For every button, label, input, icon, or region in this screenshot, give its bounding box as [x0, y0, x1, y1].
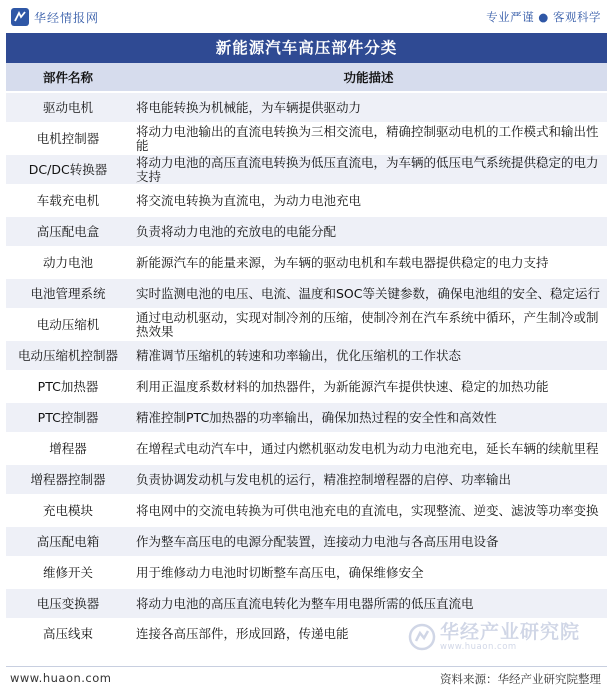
component-name: PTC控制器 — [6, 402, 130, 433]
component-name: 电动压缩机 — [6, 309, 130, 340]
table-row — [6, 278, 607, 309]
page-title: 新能源汽车高压部件分类 — [6, 33, 607, 63]
component-description: 负责协调发动机与发电机的运行，精准控制增程器的启停、功率输出 — [130, 464, 607, 495]
table-row — [6, 92, 607, 123]
component-name: DC/DC转换器 — [6, 154, 130, 185]
component-description: 将动力电池的高压直流电转化为整车用电器所需的低压直流电 — [130, 588, 607, 619]
component-name: 电动压缩机控制器 — [6, 340, 130, 371]
footer-source: 资料来源：华经产业研究院整理 — [440, 672, 601, 686]
component-name: 高压配电箱 — [6, 526, 130, 557]
component-description: 精准控制PTC加热器的功率输出，确保加热过程的安全性和高效性 — [130, 402, 607, 433]
table-row — [6, 495, 607, 526]
components-table — [6, 63, 607, 650]
table-row — [6, 402, 607, 433]
table-row — [6, 371, 607, 402]
table-row — [6, 433, 607, 464]
table-row — [6, 340, 607, 371]
table-row — [6, 123, 607, 154]
footer-site: www.huaon.com — [10, 671, 112, 685]
component-description: 通过电动机驱动，实现对制冷剂的压缩，使制冷剂在汽车系统中循环，产生制冷或制热效果 — [130, 309, 607, 340]
watermark-cn: 华经产业研究院 — [440, 621, 581, 643]
component-name: 充电模块 — [6, 495, 130, 526]
brand-name: 华经情报网 — [34, 10, 100, 25]
component-description: 将交流电转换为直流电，为动力电池充电 — [130, 185, 607, 216]
table-row — [6, 154, 607, 185]
component-description: 精准调节压缩机的转速和功率输出，优化压缩机的工作状态 — [130, 340, 607, 371]
component-name: 车载充电机 — [6, 185, 130, 216]
table-row — [6, 526, 607, 557]
table-row — [6, 247, 607, 278]
table-row — [6, 309, 607, 340]
component-name: 驱动电机 — [6, 92, 130, 123]
component-description: 利用正温度系数材料的加热器件，为新能源汽车提供快速、稳定的加热功能 — [130, 371, 607, 402]
component-description: 将动力电池输出的直流电转换为三相交流电，精确控制驱动电机的工作模式和输出性能 — [130, 123, 607, 154]
table-row — [6, 216, 607, 247]
component-name: 增程器控制器 — [6, 464, 130, 495]
component-description: 新能源汽车的能量来源，为车辆的驱动电机和车载电器提供稳定的电力支持 — [130, 247, 607, 278]
component-name: 电池管理系统 — [6, 278, 130, 309]
component-name: 动力电池 — [6, 247, 130, 278]
component-description: 用于维修动力电池时切断整车高压电，确保维修安全 — [130, 557, 607, 588]
component-name: 高压线束 — [6, 619, 130, 649]
component-name: PTC加热器 — [6, 371, 130, 402]
component-name: 高压配电盒 — [6, 216, 130, 247]
component-description: 负责将动力电池的充放电的电能分配 — [130, 216, 607, 247]
component-name: 电压变换器 — [6, 588, 130, 619]
column-header-name: 部件名称 — [6, 63, 130, 92]
table-row — [6, 588, 607, 619]
component-name: 维修开关 — [6, 557, 130, 588]
watermark-en: www.huaon.com — [440, 642, 517, 652]
table-row — [6, 185, 607, 216]
component-description: 连接各高压部件，形成回路，传递电能 — [130, 619, 607, 649]
brand-logo-icon — [10, 7, 30, 27]
column-header-desc: 功能描述 — [130, 63, 607, 92]
component-description: 将动力电池的高压直流电转换为低压直流电，为车辆的低压电气系统提供稳定的电力支持 — [130, 154, 607, 185]
component-description: 作为整车高压电的电源分配装置，连接动力电池与各高压用电设备 — [130, 526, 607, 557]
component-description: 实时监测电池的电压、电流、温度和SOC等关键参数，确保电池组的安全、稳定运行 — [130, 278, 607, 309]
component-name: 增程器 — [6, 433, 130, 464]
top-bar — [0, 0, 613, 32]
slogan: 专业严谨 ● 客观科学 — [486, 10, 601, 24]
watermark — [408, 622, 580, 652]
table-header-row — [6, 63, 607, 92]
table-body — [6, 92, 607, 649]
component-description: 将电能转换为机械能，为车辆提供驱动力 — [130, 92, 607, 123]
footer-divider — [6, 666, 607, 667]
component-name: 电机控制器 — [6, 123, 130, 154]
component-description: 在增程式电动汽车中，通过内燃机驱动发电机为动力电池充电，延长车辆的续航里程 — [130, 433, 607, 464]
table-row — [6, 464, 607, 495]
table-row — [6, 557, 607, 588]
brand — [10, 7, 99, 27]
watermark-logo-icon — [408, 623, 436, 651]
footer — [0, 666, 613, 694]
component-description: 将电网中的交流电转换为可供电池充电的直流电，实现整流、逆变、滤波等功率变换 — [130, 495, 607, 526]
